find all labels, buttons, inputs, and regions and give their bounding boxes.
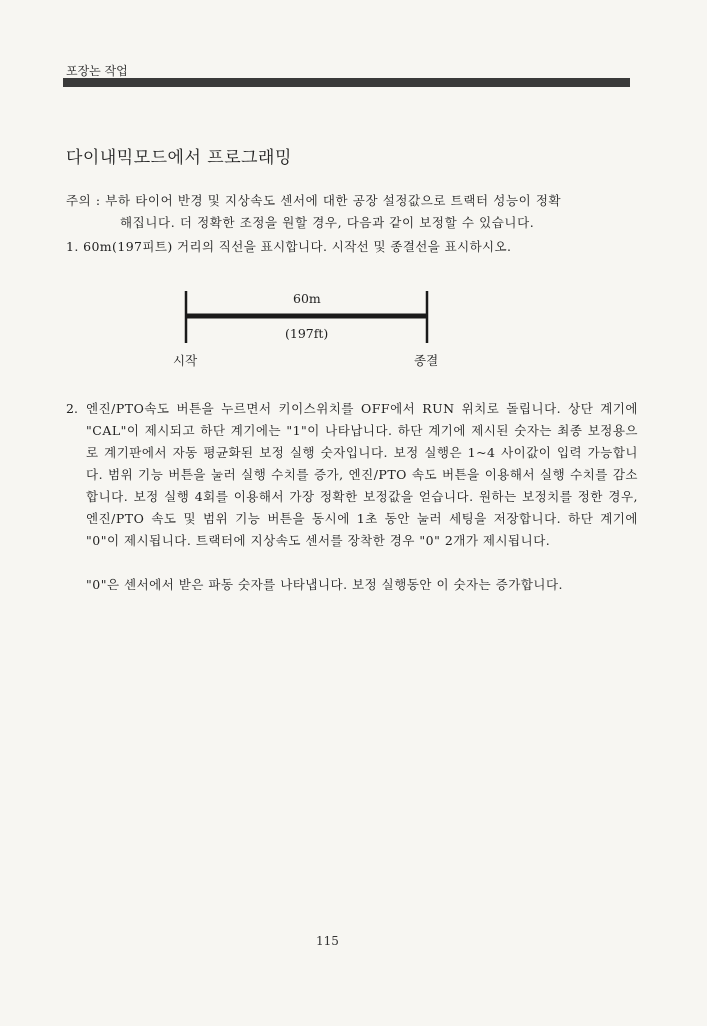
- step-2-text: [86, 398, 638, 552]
- start-label: 시작: [173, 353, 198, 368]
- step-2-last-line: "0"은 센서에서 받은 파동 숫자를 나타냅니다. 보정 실행동안 이 숫자는 증가합니다.: [86, 577, 564, 592]
- page-number: 115: [316, 934, 339, 948]
- step-2-body: 엔진/PTO속도 버튼을 누르면서 키이스위치를 OFF에서 RUN 위치로 돌립니다. 상단 계기에 "CAL"이 제시되고 하단 계기에는 "1"이 나타납니다. 하단 계기에 제시된 숫자는 최종 보정용으로 계기판에서 자동 평균화된 보정 실행 숫자입니다. 보정 실행은 1~4 사이값이 입력 가능합니다. 범위 기능 버튼을 눌러 실행 수치를 증가, 엔진/PTO 속도 버튼을 이용해서 실행 수치를 감소 합니다. 보정 실행 4회를 이용해서 가장 정확한 보정값을 얻습니다. 원하는 보정치를 정한 경우, 엔진/PTO 속도 및 범위 기능 버튼을 동시에 1초 동안 눌러 세팅을 저장합니다. 하단 계기에 "0"이 제시됩니다. 트랙터에 지상속도 센서를 장착한 경우 "0" 2개가 제시됩니다.: [86, 401, 638, 548]
- note-line-1: 주의 : 부하 타이어 반경 및 지상속도 센서에 대한 공장 설정값으로 트랙터 성능이 정확: [66, 193, 562, 208]
- step-2-number: 2.: [66, 401, 78, 416]
- header-section-label: 포장논 작업: [66, 64, 128, 78]
- step-1-text: 1. 60m(197피트) 거리의 직선을 표시합니다. 시작선 및 종결선을 표시하시오.: [66, 239, 512, 254]
- section-title: 다이내믹모드에서 프로그래밍: [66, 148, 292, 168]
- distance-meters-label: 60m: [293, 291, 321, 306]
- distance-feet-label: (197ft): [285, 326, 329, 341]
- end-label: 종결: [414, 353, 439, 368]
- note-line-2: 해집니다. 더 정확한 조정을 원할 경우, 다음과 같이 보정할 수 있습니다.: [120, 215, 535, 230]
